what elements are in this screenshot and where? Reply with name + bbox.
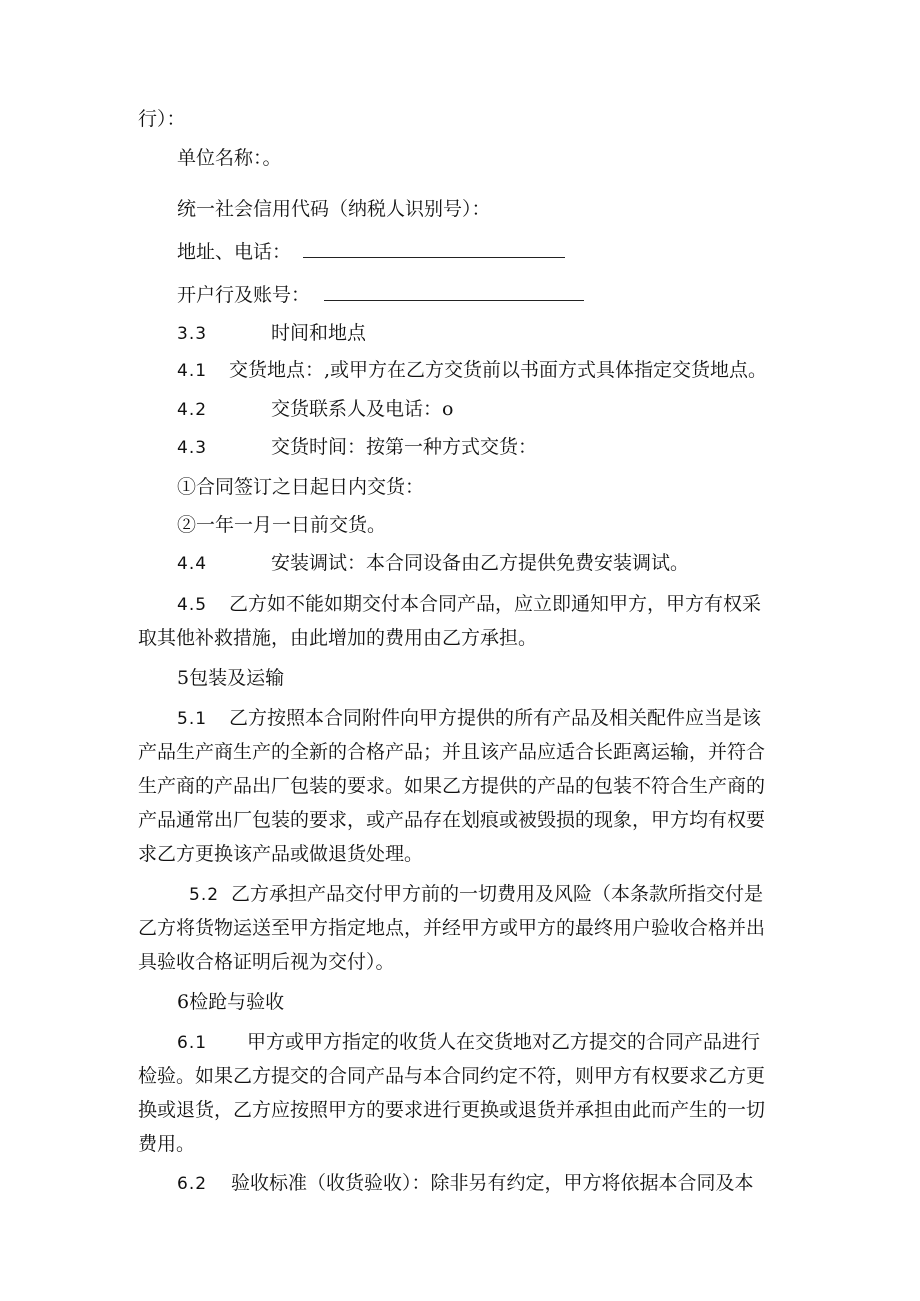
- clause-5-1-cont: [138, 808, 765, 832]
- clause-6-1-cont: [138, 1098, 765, 1122]
- clause-5-2-cont: [138, 916, 765, 940]
- clause-number: 4.2: [177, 400, 208, 420]
- clause-5-1: [177, 706, 761, 731]
- heading-text: 5包装及运输: [177, 667, 285, 689]
- clause-4-5-cont: [138, 626, 537, 650]
- clause-number: 5.2: [189, 885, 220, 905]
- clause-text: 交货地点：,或甲方在乙方交货前以书面方式具体指定交货地点。: [229, 359, 768, 381]
- section-6-heading: [177, 990, 284, 1014]
- clause-4-2: [177, 397, 453, 422]
- clause-text: 具验收合格证明后视为交付）。: [138, 951, 395, 973]
- text: 单位名称：。: [177, 147, 282, 169]
- clause-number: 6.2: [177, 1174, 208, 1194]
- credit-code-line: [177, 197, 491, 221]
- clause-text: 安装调试：本合同设备由乙方提供免费安装调试。: [271, 552, 690, 574]
- clause-text: 取其他补救措施，由此增加的费用由乙方承担。: [138, 627, 538, 649]
- text: ①合同签订之日起日内交货：: [177, 476, 425, 498]
- clause-5-1-cont: [138, 774, 765, 798]
- clause-4-1: [177, 358, 767, 383]
- bank-account-blank: [324, 284, 584, 301]
- clause-text: 交货时间：按第一种方式交货：: [271, 436, 538, 458]
- unit-name-line: [177, 146, 282, 170]
- clause-4-3: [177, 435, 537, 460]
- text: ②一年一月一日前交货。: [177, 514, 387, 536]
- clause-text: 乙方将货物运送至甲方指定地点，并经甲方或甲方的最终用户验收合格并出: [138, 917, 766, 939]
- clause-3-3: [177, 321, 366, 346]
- clause-number: 4.3: [177, 438, 208, 458]
- clause-number: 4.4: [177, 554, 208, 574]
- clause-text: 乙方如不能如期交付本合同产品，应立即通知甲方，甲方有权采: [229, 593, 762, 615]
- clause-text: 检验。如果乙方提交的合同产品与本合同约定不符，则甲方有权要求乙方更: [138, 1065, 766, 1087]
- address-phone-line: [177, 240, 565, 264]
- text: 统一社会信用代码（纳税人识别号）：: [177, 198, 491, 220]
- clause-5-2: [189, 882, 763, 907]
- clause-text: 交货联系人及电话：o: [271, 398, 454, 420]
- clause-6-2: [177, 1171, 754, 1196]
- text: 行）：: [138, 108, 186, 130]
- address-phone-label: 地址、电话：: [177, 241, 292, 263]
- clause-6-1-cont: [138, 1064, 765, 1088]
- clause-number: 4.1: [177, 361, 208, 381]
- clause-text: 生产商的产品出厂包装的要求。如果乙方提供的产品的包装不符合生产商的: [138, 775, 766, 797]
- bank-account-line: [177, 283, 584, 307]
- clause-text: 换或退货，乙方应按照甲方的要求进行更换或退货并承担由此而产生的一切: [138, 1099, 766, 1121]
- clause-text: 费用。: [138, 1133, 196, 1155]
- bank-account-label: 开户行及账号：: [177, 284, 311, 306]
- clause-number: 4.5: [177, 595, 208, 615]
- clause-number: 5.1: [177, 709, 208, 729]
- clause-text: 产品生产商生产的全新的合格产品；并且该产品应适合长距离运输，并符合: [138, 741, 766, 763]
- clause-text: 求乙方更换该产品或做退货处理。: [138, 843, 424, 865]
- section-5-heading: [177, 666, 284, 690]
- clause-number: 6.1: [177, 1033, 208, 1053]
- heading-text: 6检跄与验收: [177, 991, 285, 1013]
- clause-text: 乙方承担产品交付甲方前的一切费用及风险（本条款所指交付是: [231, 883, 764, 905]
- delivery-option-2: [177, 513, 386, 537]
- clause-6-1-cont: [138, 1132, 195, 1156]
- clause-5-1-cont: [138, 842, 423, 866]
- clause-text: 甲方或甲方指定的收货人在交货地对乙方提交的合同产品进行: [247, 1031, 761, 1053]
- clause-number: 3.3: [177, 324, 208, 344]
- clause-6-1: [177, 1030, 760, 1055]
- clause-text: 验收标准（收货验收）：除非另有约定，甲方将依据本合同及本: [231, 1172, 754, 1194]
- clause-text: 时间和地点: [271, 322, 367, 344]
- clause-text: 产品通常出厂包装的要求，或产品存在划痕或被毁损的现象，甲方均有权要: [138, 809, 766, 831]
- address-phone-blank: [303, 241, 565, 258]
- clause-5-2-cont: [138, 950, 395, 974]
- clause-text: 乙方按照本合同附件向甲方提供的所有产品及相关配件应当是该: [229, 707, 762, 729]
- delivery-option-1: [177, 475, 424, 499]
- clause-5-1-cont: [138, 740, 765, 764]
- text-line: [138, 107, 186, 131]
- clause-4-4: [177, 551, 689, 576]
- clause-4-5: [177, 592, 761, 617]
